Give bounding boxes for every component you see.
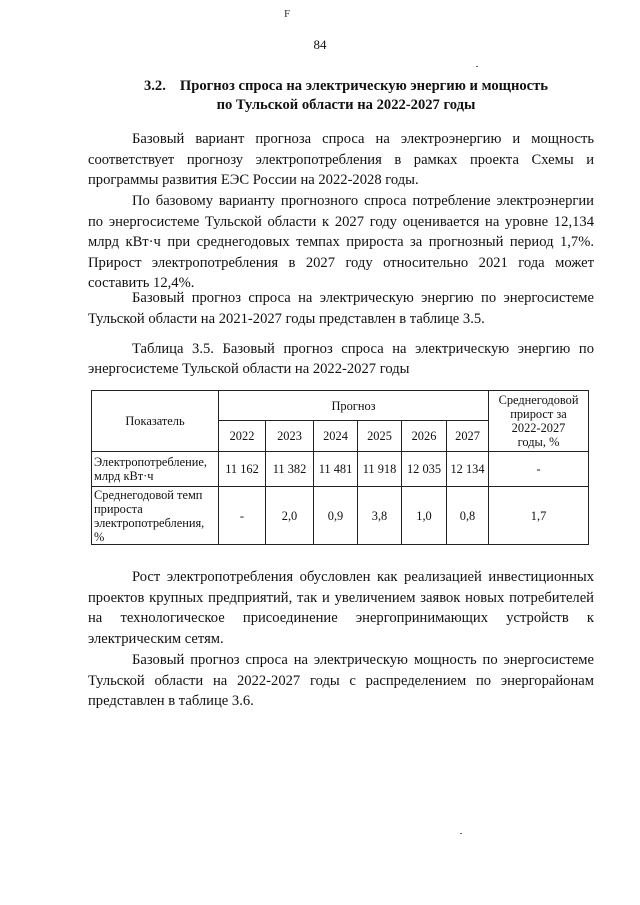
table-row <box>92 452 589 487</box>
year-cell: 2023 <box>266 421 314 452</box>
paragraph-4: Рост электропотребления обусловлен как реализацией инвестиционных проектов крупных предприятий, так и увеличением заявок новых потребителей на технологическое присоединение энергопринимающих устройств к электрическим сетям. <box>88 569 594 647</box>
table-caption: Таблица 3.5. Базовый прогноз спроса на электрическую энергию по энергосистеме Тульской области на 2022-2027 годы <box>88 341 594 377</box>
scan-speck <box>460 833 462 834</box>
header-growth-line-1: Среднегодовой <box>498 393 579 407</box>
paragraph-5: Базовый прогноз спроса на электрическую мощность по энергосистеме Тульской области на 2022-2027 годы с распределением по энергорайонам представлен в таблице 3.6. <box>88 652 594 710</box>
page-number: 84 <box>313 37 327 52</box>
paragraph-3: Базовый прогноз спроса на электрическую энергию по энергосистеме Тульской области на 2021-2027 годы представлен в таблице 3.5. <box>88 290 594 327</box>
value-cell: - <box>219 487 266 545</box>
header-growth <box>489 391 589 452</box>
paragraph-2: По базовому варианту прогнозного спроса потребление электроэнергии по энергосистеме Тульской области к 2027 году оценивается на уровне 12,134 млрд кВт·ч при среднегодовых темпах прироста за прогнозный период 1,7%. Прирост электропотребления в 2027 году относительно 2021 года может составить 12,4%. <box>88 193 594 292</box>
year-cell: 2027 <box>447 421 489 452</box>
row-label <box>92 452 219 487</box>
row-label-line-2: млрд кВт·ч <box>94 469 154 483</box>
growth-cell: - <box>489 452 589 487</box>
section-title-line-1: Прогноз спроса на электрическую энергию и мощность <box>179 78 549 94</box>
value-cell: 11 918 <box>358 452 402 487</box>
scan-mark: F <box>284 8 291 20</box>
year-cell: 2024 <box>314 421 358 452</box>
row-label-line-3: электропотребления, <box>94 515 205 530</box>
value-cell: 11 162 <box>219 452 266 487</box>
paragraph-1: Базовый вариант прогноза спроса на электроэнергию и мощность соответствует прогнозу электропотребления в рамках проекта Схемы и программы развития ЕЭС России на 2022-2028 годы. <box>88 131 594 189</box>
section-heading <box>96 77 596 115</box>
value-cell: 12 134 <box>447 452 489 487</box>
row-label-line-1: Среднегодовой темп <box>94 487 203 502</box>
section-title-line-2: по Тульской области на 2022-2027 годы <box>216 97 476 113</box>
row-label-line-2: прироста <box>94 501 143 516</box>
row-label-line-4: % <box>94 529 105 544</box>
table-header-row-1 <box>92 391 589 421</box>
header-forecast: Прогноз <box>219 391 489 421</box>
value-cell: 0,8 <box>447 487 489 545</box>
header-growth-line-4: годы, % <box>517 435 560 449</box>
value-cell: 3,8 <box>358 487 402 545</box>
value-cell: 2,0 <box>266 487 314 545</box>
scan-speck <box>476 66 478 67</box>
row-label-line-1: Электропотребление, <box>94 455 207 469</box>
table-row <box>92 487 589 545</box>
value-cell: 12 035 <box>402 452 447 487</box>
row-label <box>92 487 219 545</box>
header-growth-line-3: 2022-2027 <box>511 421 566 435</box>
growth-cell: 1,7 <box>489 487 589 545</box>
year-cell: 2025 <box>358 421 402 452</box>
section-heading-line-1 <box>96 77 596 96</box>
header-growth-line-2: прирост за <box>510 407 567 421</box>
value-cell: 1,0 <box>402 487 447 545</box>
value-cell: 0,9 <box>314 487 358 545</box>
header-indicator: Показатель <box>92 391 219 452</box>
value-cell: 11 382 <box>266 452 314 487</box>
forecast-table <box>91 390 589 545</box>
year-cell: 2022 <box>219 421 266 452</box>
section-number: 3.2. <box>143 78 166 94</box>
year-cell: 2026 <box>402 421 447 452</box>
value-cell: 11 481 <box>314 452 358 487</box>
